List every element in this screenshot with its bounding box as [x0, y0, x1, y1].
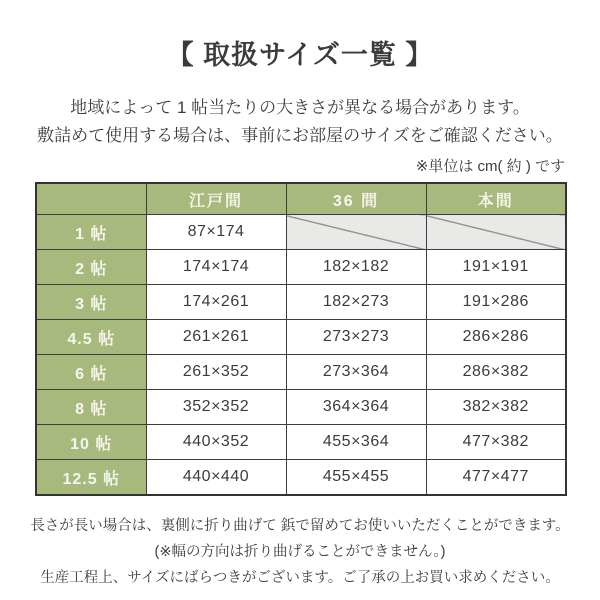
row-label: 3 帖 — [36, 285, 146, 320]
unit-note: ※単位は cm( 約 ) です — [415, 158, 565, 175]
row-label: 10 帖 — [36, 425, 146, 460]
page-title: 【 取扱サイズ一覧 】 — [166, 40, 434, 70]
header-row — [36, 183, 566, 215]
na-diagonal-cell — [426, 215, 566, 250]
size-cell: 191×191 — [426, 250, 566, 285]
table-row — [36, 355, 566, 390]
note-line-1: 長さが長い場合は、裏側に折り曲げて 鋲で留めてお使いいただくことができます。 — [30, 518, 570, 534]
size-cell: 182×273 — [286, 285, 426, 320]
column-header-honma: 本間 — [426, 183, 566, 215]
size-cell: 174×261 — [146, 285, 286, 320]
table-section — [35, 157, 565, 496]
intro-text — [0, 94, 600, 150]
size-cell: 182×182 — [286, 250, 426, 285]
size-cell: 87×174 — [146, 215, 286, 250]
row-label: 4.5 帖 — [36, 320, 146, 355]
note-line-2: (※幅の方向は折り曲げることができません。) — [154, 544, 446, 560]
size-cell: 273×364 — [286, 355, 426, 390]
size-cell: 382×382 — [426, 390, 566, 425]
row-label: 1 帖 — [36, 215, 146, 250]
size-cell: 352×352 — [146, 390, 286, 425]
intro-line-1: 地域によって 1 帖当たりの大きさが異なる場合があります。 — [70, 98, 530, 117]
size-cell: 286×286 — [426, 320, 566, 355]
size-cell: 477×382 — [426, 425, 566, 460]
table-row — [36, 320, 566, 355]
row-label: 8 帖 — [36, 390, 146, 425]
size-cell: 191×286 — [426, 285, 566, 320]
size-cell: 261×261 — [146, 320, 286, 355]
row-label: 12.5 帖 — [36, 460, 146, 496]
size-cell: 174×174 — [146, 250, 286, 285]
row-label: 2 帖 — [36, 250, 146, 285]
size-cell: 455×364 — [286, 425, 426, 460]
size-cell: 261×352 — [146, 355, 286, 390]
table-row — [36, 215, 566, 250]
note-line-3: 生産工程上、サイズにばらつきがございます。ご了承の上お買い求めください。 — [40, 570, 560, 586]
size-table — [35, 182, 567, 496]
table-row — [36, 425, 566, 460]
na-diagonal-cell — [286, 215, 426, 250]
size-cell: 273×273 — [286, 320, 426, 355]
table-row — [36, 285, 566, 320]
size-cell: 440×440 — [146, 460, 286, 496]
size-cell: 440×352 — [146, 425, 286, 460]
footer-notes — [0, 513, 600, 591]
intro-line-2: 敷詰めて使用する場合は、事前にお部屋のサイズをご確認ください。 — [37, 126, 563, 145]
size-cell: 455×455 — [286, 460, 426, 496]
size-cell: 286×382 — [426, 355, 566, 390]
table-row — [36, 390, 566, 425]
size-cell: 364×364 — [286, 390, 426, 425]
row-label: 6 帖 — [36, 355, 146, 390]
column-header-36ma: 36 間 — [286, 183, 426, 215]
size-cell: 477×477 — [426, 460, 566, 496]
table-row — [36, 460, 566, 496]
table-row — [36, 250, 566, 285]
column-header-edoma: 江戸間 — [146, 183, 286, 215]
corner-cell — [36, 183, 146, 215]
